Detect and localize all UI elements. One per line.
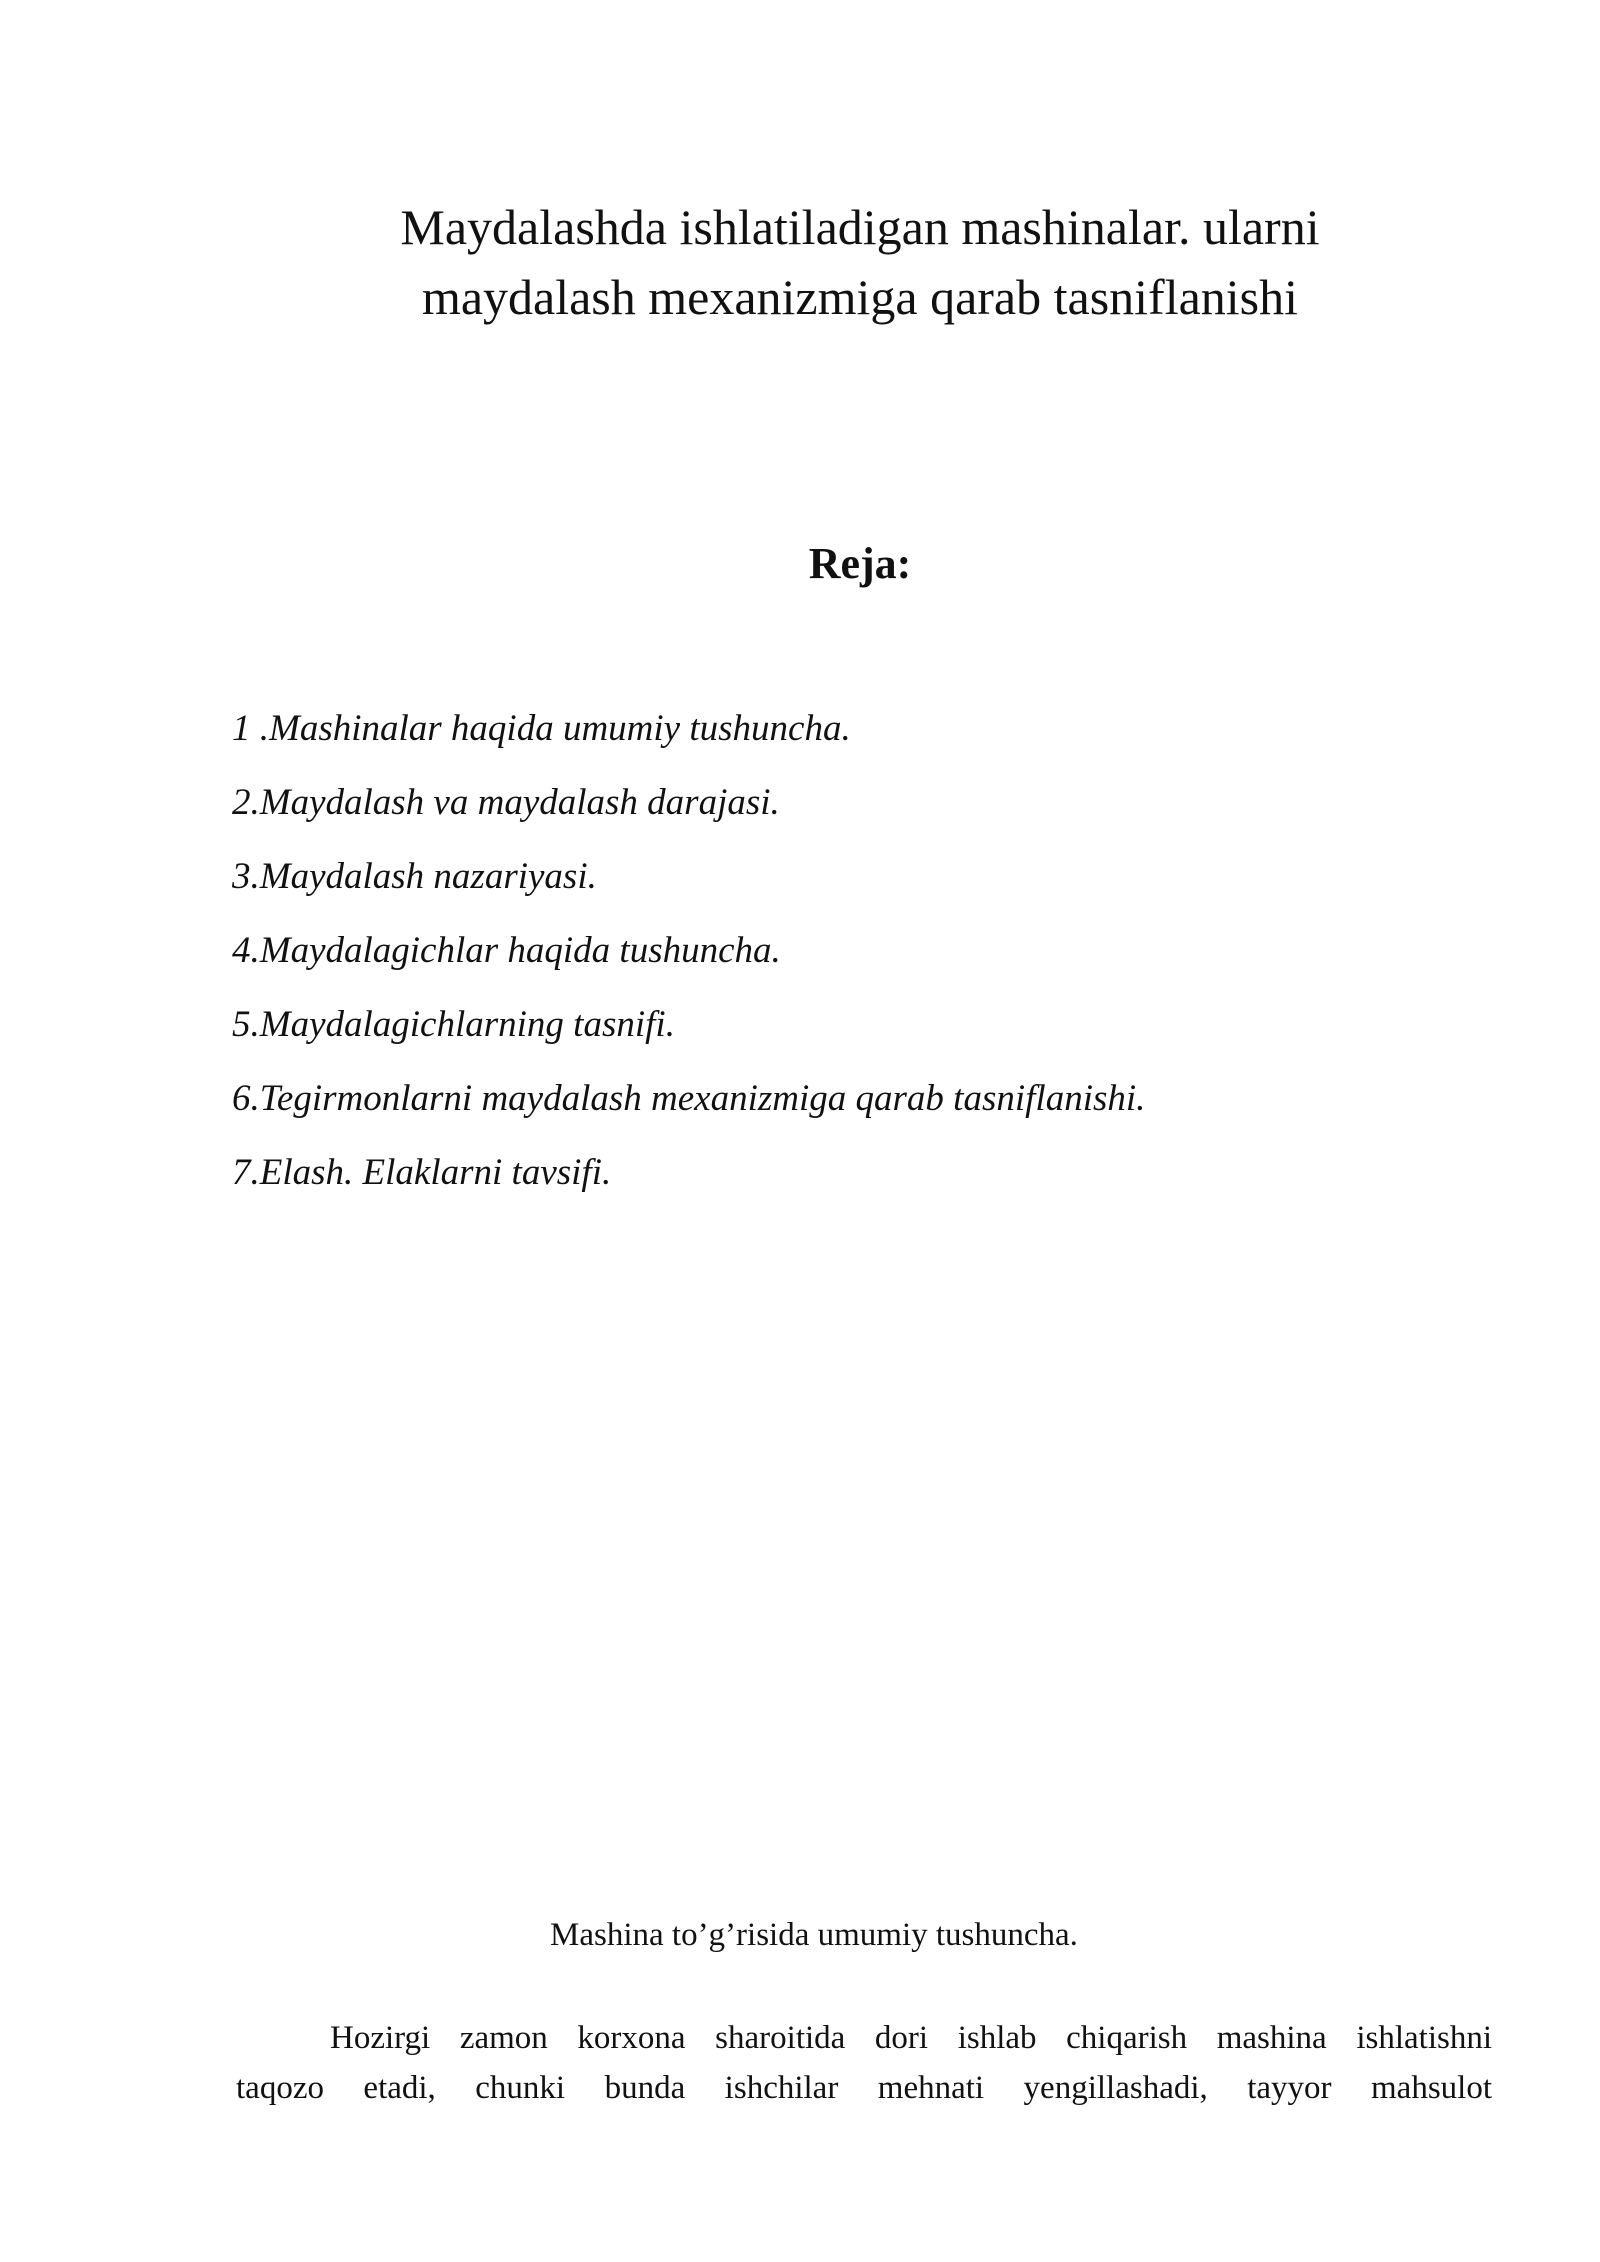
plan-heading: Reja: (808, 539, 912, 588)
plan-item: 1 .Mashinalar haqida umumiy tushuncha. (232, 708, 851, 749)
page-title (300, 192, 1420, 332)
section-heading: Mashina to’g’risida umumiy tushuncha. (550, 1917, 1078, 1953)
plan-item: 5.Maydalagichlarning tasnifi. (232, 1004, 675, 1045)
plan-item: 7.Elash. Elaklarni tavsifi. (232, 1152, 612, 1193)
title-line: maydalash mexanizmiga qarab tasniflanishi (421, 268, 1299, 325)
body-paragraph-line: taqozo etadi, chunki bunda ishchilar mehnati yengillashadi, tayyor mahsulot (236, 2070, 1492, 2106)
plan-list (232, 692, 1145, 1210)
plan-item: 6.Tegirmonlarni maydalash mexanizmiga qarab tasniflanishi. (232, 1078, 1146, 1119)
plan-item: 2.Maydalash va maydalash darajasi. (232, 782, 780, 823)
title-line: Maydalashda ishlatiladigan mashinalar. ularni (400, 198, 1320, 255)
plan-item: 3.Maydalash nazariyasi. (232, 856, 597, 897)
body-paragraph-line: Hozirgi zamon korxona sharoitida dori ishlab chiqarish mashina ishlatishni (330, 2020, 1492, 2056)
plan-item: 4.Maydalagichlar haqida tushuncha. (232, 930, 781, 971)
